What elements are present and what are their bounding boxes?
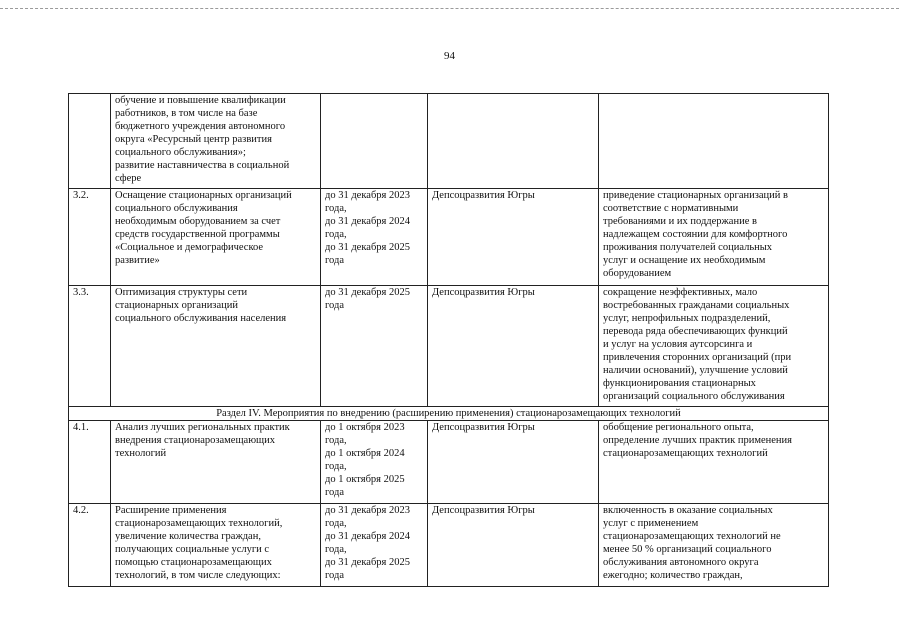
table-row: [69, 286, 829, 407]
measure-cell: [111, 286, 321, 407]
deadline-cell: [321, 189, 428, 286]
measure-line: обучение и повышение квалификации: [115, 95, 286, 106]
result-line: стационарозамещающих технологий не: [603, 531, 781, 542]
measure-line: Анализ лучших региональных практик: [115, 422, 290, 433]
measure-cell: [111, 421, 321, 504]
section-header-row: [69, 407, 829, 421]
row-number-cell: 4.2.: [69, 504, 111, 587]
deadline-line: до 31 декабря 2024: [325, 216, 410, 227]
result-line: сокращение неэффективных, мало: [603, 287, 758, 298]
result-line: услуг и оснащение их необходимым: [603, 255, 766, 266]
result-line: организаций социального обслуживания: [603, 391, 785, 402]
deadline-line: до 31 декабря 2025: [325, 557, 410, 568]
result-line: определение лучших практик применения: [603, 435, 792, 446]
measure-line: помощью стационарозамещающих: [115, 557, 272, 568]
deadline-line: года: [325, 300, 344, 311]
deadline-line: года: [325, 570, 344, 581]
measure-line: получающих социальные услуги с: [115, 544, 270, 555]
result-line: включенность в оказание социальных: [603, 505, 773, 516]
measures-table: [68, 93, 829, 587]
row-number-cell: 3.2.: [69, 189, 111, 286]
measure-line: социального обслуживания»;: [115, 147, 246, 158]
result-line: приведение стационарных организаций в: [603, 190, 788, 201]
result-line: соответствие с нормативными: [603, 203, 739, 214]
measure-line: развитие»: [115, 255, 160, 266]
result-line: востребованных гражданами социальных: [603, 300, 790, 311]
measure-line: социального обслуживания: [115, 203, 238, 214]
result-line: надлежащем состоянии для комфортного: [603, 229, 788, 240]
executor-cell: Депсоцразвития Югры: [428, 421, 599, 504]
table-row: [69, 189, 829, 286]
measure-line: технологий: [115, 448, 167, 459]
deadline-line: года: [325, 255, 344, 266]
result-cell: [599, 189, 829, 286]
deadline-line: года: [325, 487, 344, 498]
result-line: привлечения сторонних организаций (при: [603, 352, 792, 363]
deadline-line: до 31 декабря 2023: [325, 190, 410, 201]
row-number-cell: 3.3.: [69, 286, 111, 407]
result-cell: [599, 94, 829, 189]
measure-line: округа «Ресурсный центр развития: [115, 134, 272, 145]
page-number: 94: [444, 50, 455, 62]
measure-line: средств государственной программы: [115, 229, 280, 240]
measure-cell: [111, 94, 321, 189]
row-number-cell: [69, 94, 111, 189]
deadline-cell: [321, 286, 428, 407]
deadline-line: года,: [325, 229, 347, 240]
deadline-line: до 31 декабря 2025: [325, 287, 410, 298]
measure-line: технологий, в том числе следующих:: [115, 570, 281, 581]
deadline-line: до 31 декабря 2024: [325, 531, 410, 542]
result-cell: [599, 421, 829, 504]
deadline-line: до 1 октября 2024: [325, 448, 405, 459]
deadline-line: до 31 декабря 2023: [325, 505, 410, 516]
deadline-line: года,: [325, 518, 347, 529]
deadline-line: года,: [325, 461, 347, 472]
deadline-line: до 1 октября 2023: [325, 422, 405, 433]
measure-line: развитие наставничества в социальной: [115, 160, 290, 171]
measure-line: Оптимизация структуры сети: [115, 287, 248, 298]
measure-cell: [111, 189, 321, 286]
result-line: функционирования стационарных: [603, 378, 756, 389]
deadline-line: до 1 октября 2025: [325, 474, 405, 485]
table-row: [69, 421, 829, 504]
measure-line: сфере: [115, 173, 142, 184]
result-line: требованиями и их поддержание в: [603, 216, 757, 227]
result-line: перевода ряда обеспечивающих функций: [603, 326, 788, 337]
result-line: наличии оснований), улучшение условий: [603, 365, 788, 376]
result-line: проживания получателей социальных: [603, 242, 773, 253]
result-cell: [599, 286, 829, 407]
result-line: ежегодно; количество граждан,: [603, 570, 743, 581]
deadline-cell: [321, 504, 428, 587]
deadline-line: года,: [325, 435, 347, 446]
measure-line: внедрения стационарозамещающих: [115, 435, 276, 446]
measure-line: увеличение количества граждан,: [115, 531, 261, 542]
measure-line: бюджетного учреждения автономного: [115, 121, 286, 132]
result-line: стационарозамещающих технологий: [603, 448, 768, 459]
measure-line: Расширение применения: [115, 505, 227, 516]
executor-cell: Депсоцразвития Югры: [428, 189, 599, 286]
result-line: услуг, непрофильных подразделений,: [603, 313, 771, 324]
result-line: менее 50 % организаций социального: [603, 544, 772, 555]
result-cell: [599, 504, 829, 587]
measure-line: необходимым оборудованием за счет: [115, 216, 281, 227]
row-number-cell: 4.1.: [69, 421, 111, 504]
deadline-cell: [321, 421, 428, 504]
section-iv-heading: Раздел IV. Мероприятия по внедрению (расширению применения) стационарозамещающих технологий: [69, 407, 829, 421]
measure-line: работников, в том числе на базе: [115, 108, 258, 119]
measure-line: стационарозамещающих технологий,: [115, 518, 283, 529]
executor-cell: Депсоцразвития Югры: [428, 286, 599, 407]
measure-line: «Социальное и демографическое: [115, 242, 264, 253]
executor-cell: Депсоцразвития Югры: [428, 504, 599, 587]
deadline-line: года,: [325, 544, 347, 555]
measure-line: Оснащение стационарных организаций: [115, 190, 292, 201]
deadline-line: до 31 декабря 2025: [325, 242, 410, 253]
result-line: обслуживания автономного округа: [603, 557, 759, 568]
scan-edge-line: [0, 8, 899, 9]
result-line: и услуг на условия аутсорсинга и: [603, 339, 753, 350]
result-line: обобщение регионального опыта,: [603, 422, 754, 433]
result-line: услуг с применением: [603, 518, 699, 529]
deadline-cell: [321, 94, 428, 189]
table-row: [69, 504, 829, 587]
table-row: [69, 94, 829, 189]
measure-cell: [111, 504, 321, 587]
measure-line: социального обслуживания населения: [115, 313, 287, 324]
executor-cell: [428, 94, 599, 189]
deadline-line: года,: [325, 203, 347, 214]
result-line: оборудованием: [603, 268, 672, 279]
measure-line: стационарных организаций: [115, 300, 238, 311]
